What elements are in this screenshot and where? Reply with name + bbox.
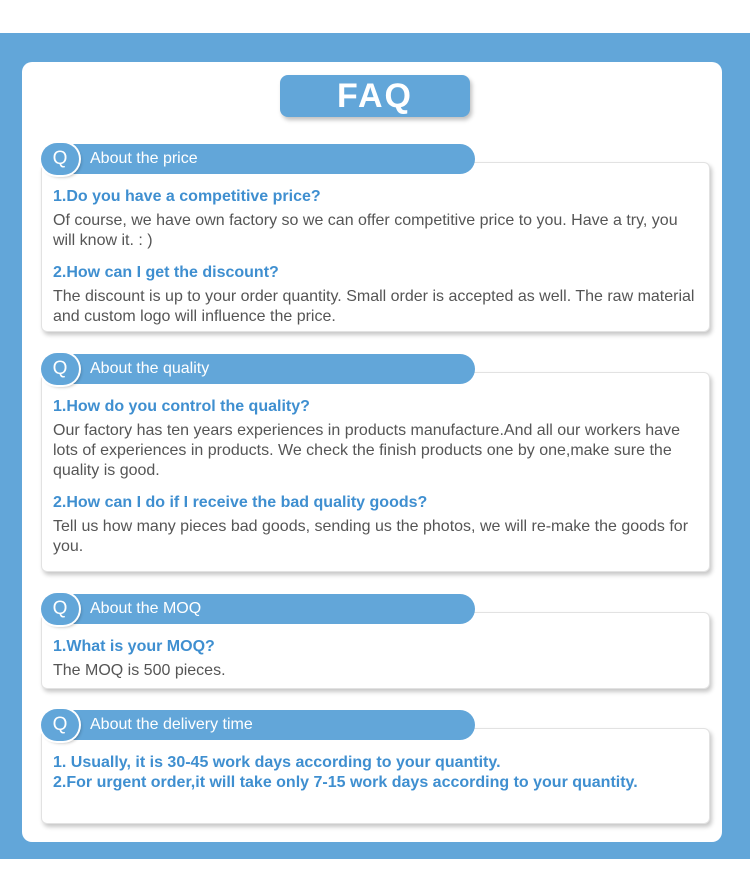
- answer: Tell us how many pieces bad goods, sending us the photos, we will re-make the goods for you.: [53, 518, 689, 555]
- section-header-price: [41, 144, 475, 174]
- answer: The MOQ is 500 pieces.: [53, 662, 226, 679]
- section-header-delivery: [41, 710, 475, 740]
- section-header-quality: [41, 354, 475, 384]
- page-title: FAQ: [280, 75, 470, 117]
- q-badge-icon: Q: [41, 353, 79, 385]
- q-badge-icon: Q: [41, 593, 79, 625]
- section-heading: About the MOQ: [90, 600, 202, 617]
- delivery-line: 1. Usually, it is 30-45 work days according to your quantity.: [53, 754, 501, 771]
- section-heading: About the quality: [90, 360, 210, 377]
- section-heading: About the delivery time: [90, 716, 253, 733]
- section-header-moq: [41, 594, 475, 624]
- answer: Of course, we have own factory so we can offer competitive price to you. Have a try, you will know it. : ): [53, 212, 678, 249]
- answer: The discount is up to your order quantity. Small order is accepted as well. The raw material and custom logo will influence the price.: [53, 288, 695, 325]
- question: 2.How can I do if I receive the bad quality goods?: [53, 494, 428, 511]
- delivery-line: 2.For urgent order,it will take only 7-15 work days according to your quantity.: [53, 774, 638, 791]
- faq-section-quality: [41, 372, 710, 572]
- question: 2.How can I get the discount?: [53, 264, 279, 281]
- q-badge-icon: Q: [41, 709, 79, 741]
- faq-section-price: [41, 162, 710, 332]
- question: 1.What is your MOQ?: [53, 638, 215, 655]
- question: 1.Do you have a competitive price?: [53, 188, 321, 205]
- answer: Our factory has ten years experiences in products manufacture.And all our workers have lots of experiences in products. We check the finish products one by one,make sure the quality is good.: [53, 422, 680, 479]
- question: 1.How do you control the quality?: [53, 398, 310, 415]
- faq-section-delivery: [41, 728, 710, 824]
- section-heading: About the price: [90, 150, 198, 167]
- q-badge-icon: Q: [41, 143, 79, 175]
